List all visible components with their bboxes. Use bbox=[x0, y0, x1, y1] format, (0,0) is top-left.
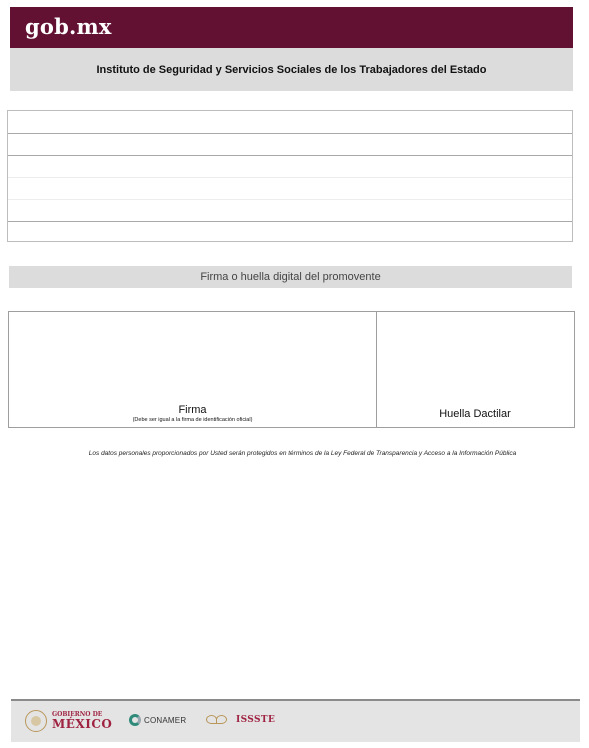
form-fields-table bbox=[7, 110, 573, 242]
issste-logo-text: ISSSTE bbox=[236, 715, 276, 725]
form-row bbox=[8, 133, 572, 134]
conamer-logo-icon bbox=[129, 714, 141, 726]
conamer-logo-text: CONAMER bbox=[144, 715, 187, 725]
signature-box bbox=[8, 311, 575, 428]
form-row bbox=[8, 177, 572, 178]
issste-logo-icon bbox=[206, 713, 230, 727]
mexico-seal-icon bbox=[25, 710, 47, 732]
conamer-logo bbox=[129, 714, 186, 726]
firma-label: Firma bbox=[178, 404, 207, 416]
gob-mx-logo[interactable]: gob.mx bbox=[25, 14, 112, 39]
signature-section-title: Firma o huella digital del promovente bbox=[200, 271, 381, 283]
issste-logo bbox=[206, 713, 275, 727]
form-row bbox=[8, 199, 572, 200]
institution-banner bbox=[10, 48, 573, 91]
form-row bbox=[8, 155, 572, 156]
form-row bbox=[8, 221, 572, 222]
privacy-notice: Los datos personales proporcionados por Usted serán protegidos en términos de la Ley Federal de Transparencia y Acceso a la Información Pública bbox=[88, 450, 517, 457]
gob-logo-small-text: GOBIERNO DE bbox=[52, 711, 103, 718]
huella-label: Huella Dactilar bbox=[439, 408, 511, 420]
footer bbox=[11, 699, 580, 742]
gob-logo-big-text: MÉXICO bbox=[52, 717, 113, 731]
firma-note: (Debe ser igual a la firma de identificación oficial) bbox=[132, 417, 253, 423]
header-bar bbox=[10, 7, 573, 48]
signature-section-header bbox=[9, 266, 572, 288]
gobierno-de-mexico-logo bbox=[25, 710, 112, 732]
institution-title: Instituto de Seguridad y Servicios Sociales de los Trabajadores del Estado bbox=[96, 63, 487, 76]
